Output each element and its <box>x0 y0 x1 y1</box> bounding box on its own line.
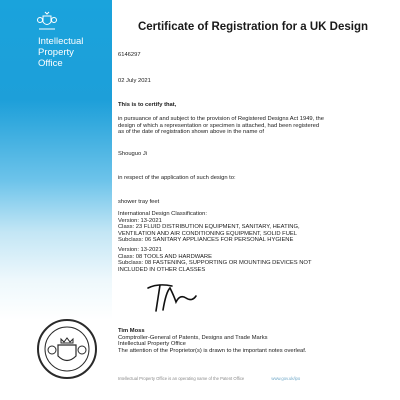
application-text: in respect of the application of such design to: <box>118 175 236 181</box>
certify-heading: This is to certify that, <box>118 102 177 108</box>
classification-line: Class: 23 FLUID DISTRIBUTION EQUIPMENT, SANITARY, HEATING, <box>118 224 300 231</box>
patent-office-seal-icon <box>36 318 98 380</box>
certificate-title: Certificate of Registration for a UK Design <box>137 21 369 33</box>
signatory-line: Intellectual Property Office <box>118 341 186 348</box>
footer <box>118 376 378 381</box>
office-name-line: Office <box>38 58 63 69</box>
classification-line: Subclass: 06 SANITARY APPLIANCES FOR PERSONAL HYGIENE <box>118 237 294 244</box>
signatory-line: Comptroller-General of Patents, Designs and Trade Marks <box>118 334 268 341</box>
signatory-name: Tim Moss <box>118 328 145 334</box>
proprietor-name: Shouguo Ji <box>118 151 148 157</box>
classification-line: International Design Classification: <box>118 211 207 217</box>
classification-line: INCLUDED IN OTHER CLASSES <box>118 266 206 273</box>
footer-text: Intellectual Property Office is an operating name of the Patent Office <box>118 376 245 381</box>
classification-line: VENTILATION AND AIR CONDITIONING EQUIPMENT, SOLID FUEL <box>118 230 297 237</box>
classification-block <box>118 211 390 244</box>
office-name <box>38 36 108 69</box>
product-name: shower tray feet <box>118 199 160 205</box>
registration-date: 02 July 2021 <box>118 78 151 84</box>
office-name-line: Property <box>38 47 74 58</box>
royal-crest-icon <box>36 10 58 32</box>
signatory-block <box>118 328 390 354</box>
footer-link[interactable]: www.gov.uk/ipo <box>271 376 301 381</box>
paragraph-line: in pursuance of and subject to the provision of Registered Designs Act 1949, the <box>118 116 324 122</box>
classification-line: Subclass: 08 FASTENING, SUPPORTING OR MOUNTING DEVICES NOT <box>118 260 312 267</box>
classification-line: Version: 13-2021 <box>118 217 162 224</box>
classification-line: Class: 08 TOOLS AND HARDWARE <box>118 253 212 260</box>
paragraph-line: as of the date of registration shown above in the name of <box>118 129 264 136</box>
pursuance-paragraph <box>118 116 390 136</box>
office-name-line: Intellectual <box>38 36 84 47</box>
classification-block-2 <box>118 247 390 273</box>
signatory-line: The attention of the Proprietor(s) is drawn to the important notes overleaf. <box>118 347 307 354</box>
paragraph-line: design of which a representation or specimen is attached, had been registered <box>118 122 320 129</box>
ipo-sidebar <box>0 0 112 400</box>
design-number: 6146297 <box>118 52 141 58</box>
signature <box>146 280 198 314</box>
classification-line: Version: 13-2021 <box>118 247 162 253</box>
